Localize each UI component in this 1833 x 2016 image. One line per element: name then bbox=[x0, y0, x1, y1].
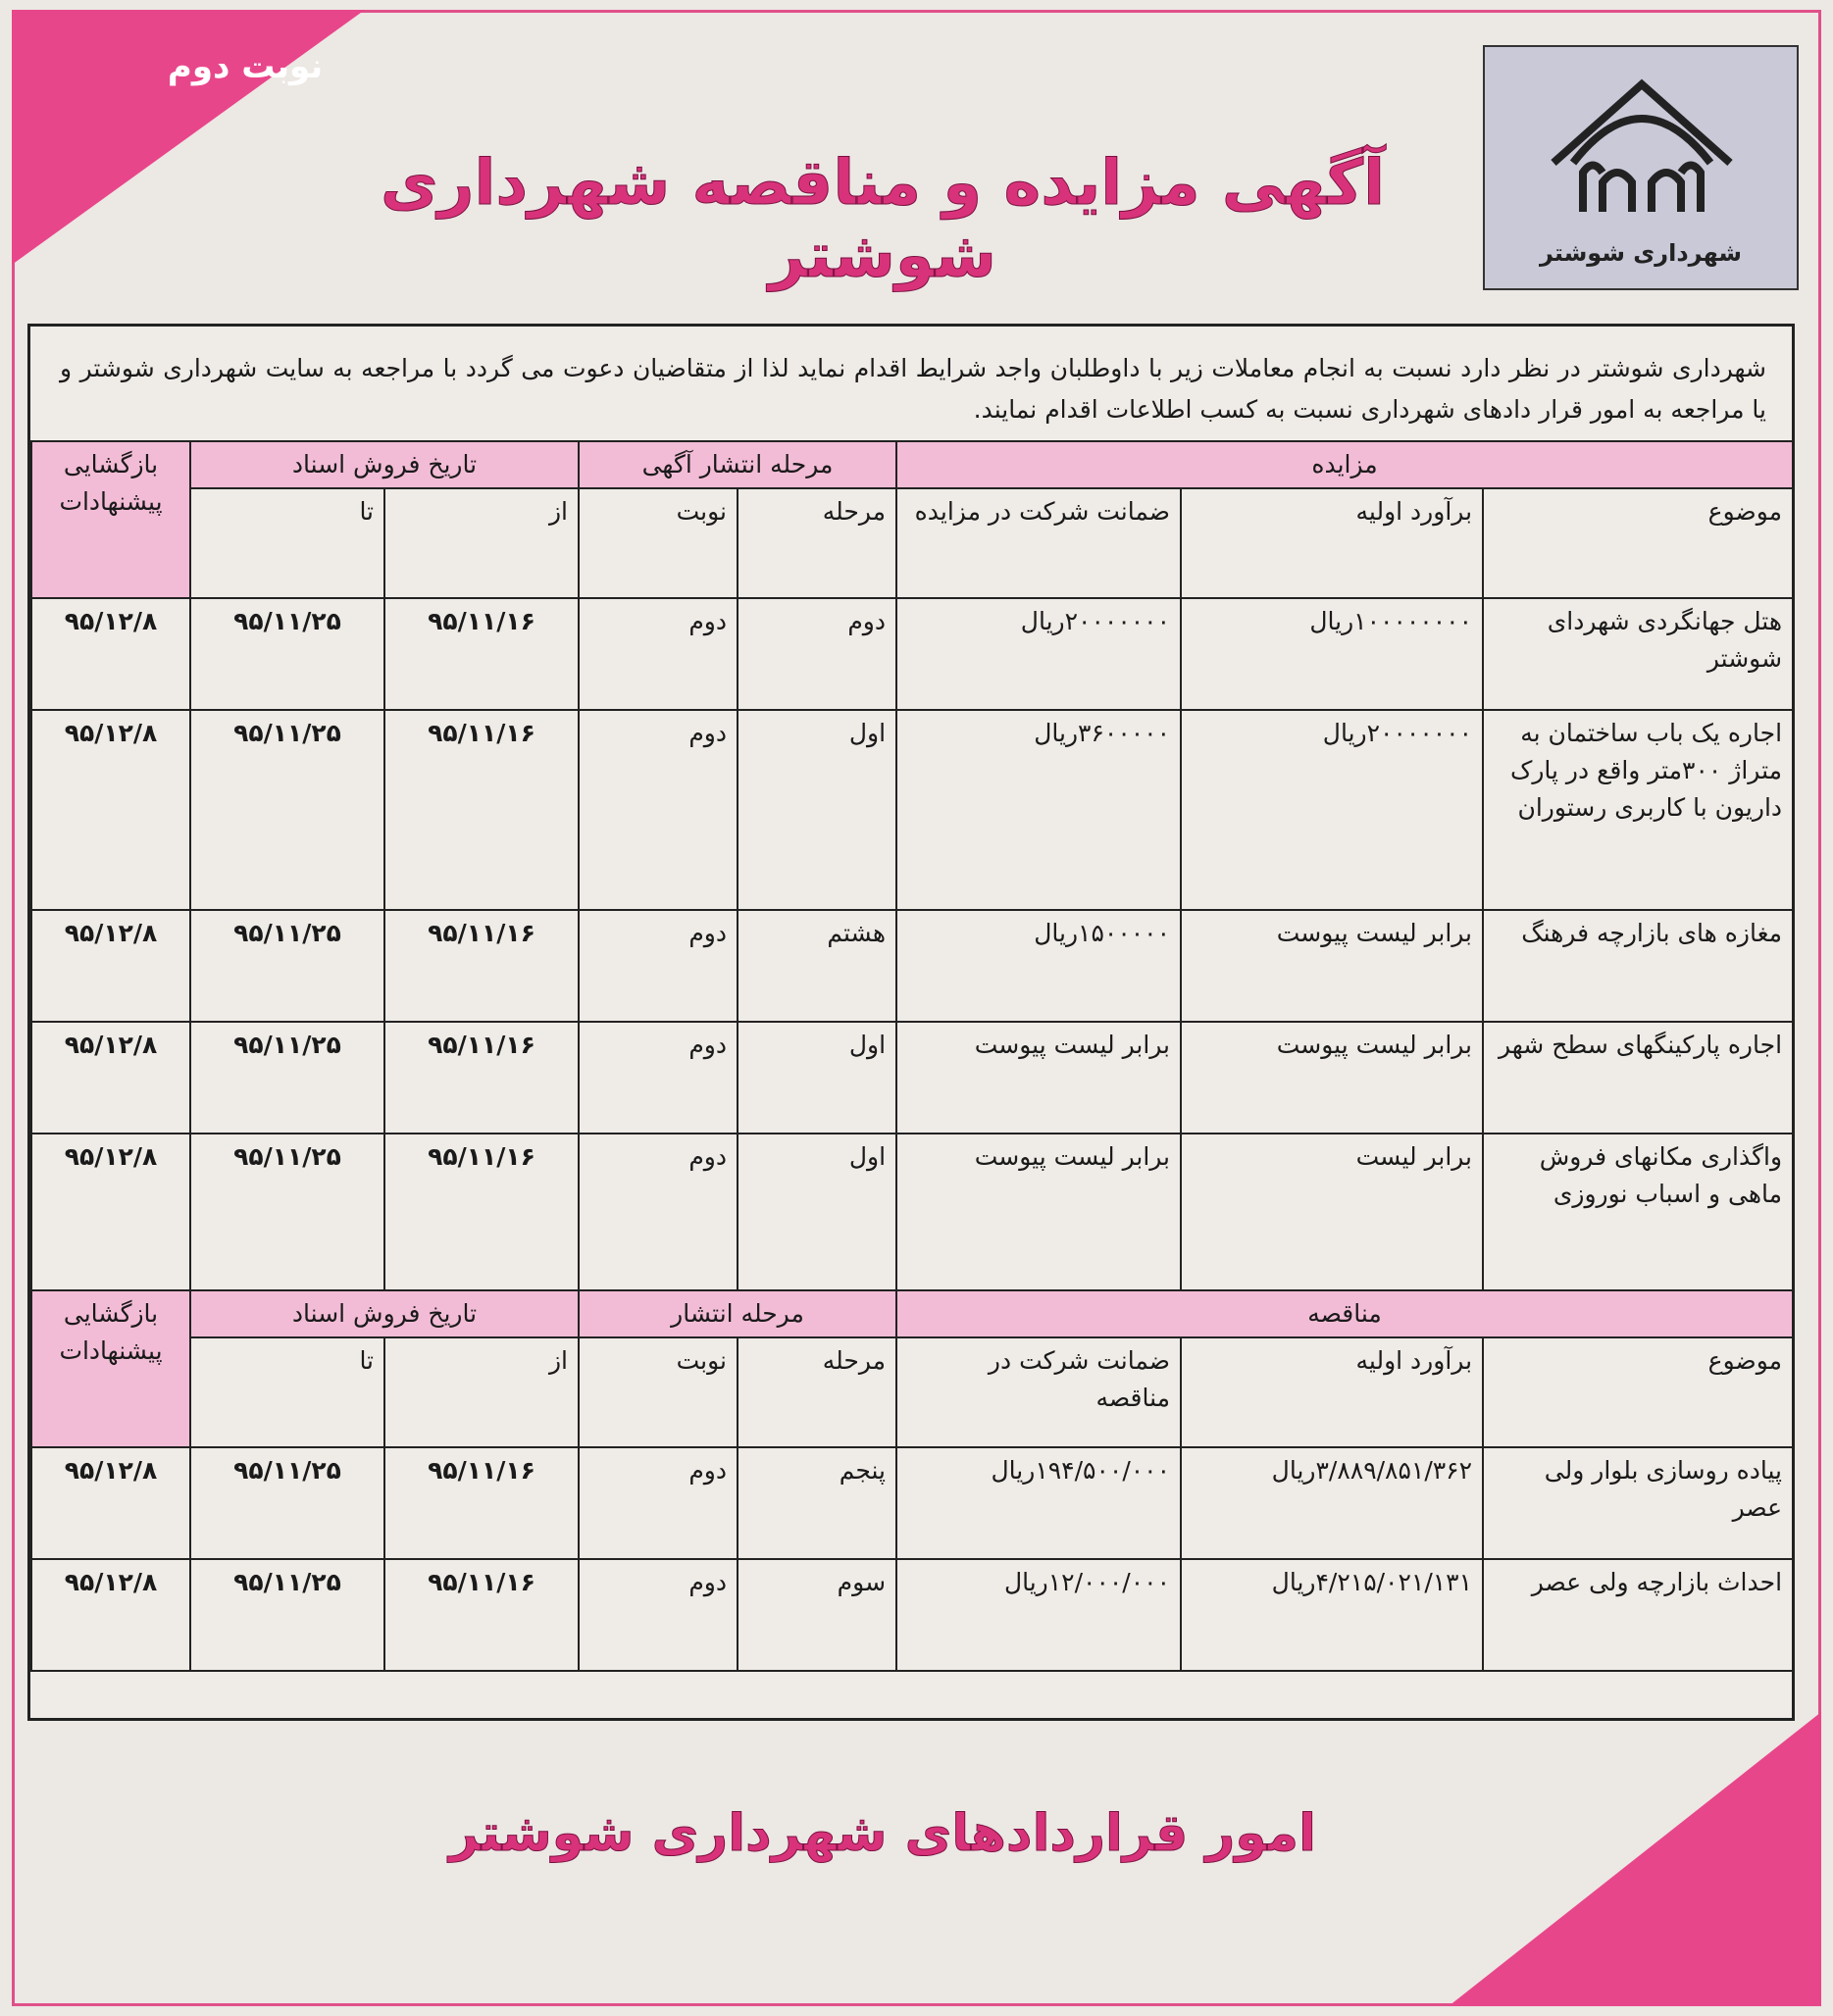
logo-text: شهرداری شوشتر bbox=[1539, 239, 1743, 267]
row-estimate: ۳/۸۸۹/۸۵۱/۳۶۲ریال bbox=[1181, 1447, 1483, 1559]
tender-sale-date-label: تاریخ فروش اسناد bbox=[190, 1290, 579, 1337]
table-row bbox=[31, 1447, 1793, 1559]
row-from: ۹۵/۱۱/۱۶ bbox=[384, 1134, 579, 1290]
row-from: ۹۵/۱۱/۱۶ bbox=[384, 1559, 579, 1671]
tender-columns-row bbox=[31, 1337, 1793, 1447]
row-estimate: ۴/۲۱۵/۰۲۱/۱۳۱ریال bbox=[1181, 1559, 1483, 1671]
auction-opening-label: بازگشایی پیشنهادات bbox=[31, 441, 190, 598]
col-subject: موضوع bbox=[1483, 488, 1793, 598]
row-turn: دوم bbox=[579, 1134, 738, 1290]
arch-logo-icon bbox=[1544, 65, 1740, 231]
row-from: ۹۵/۱۱/۱۶ bbox=[384, 710, 579, 910]
col-to: تا bbox=[190, 488, 384, 598]
tender-publication-label: مرحله انتشار bbox=[579, 1290, 896, 1337]
row-stage: دوم bbox=[738, 598, 896, 710]
row-guarantee: برابر لیست پیوست bbox=[896, 1022, 1181, 1134]
col-turn: نوبت bbox=[579, 488, 738, 598]
row-stage: اول bbox=[738, 1134, 896, 1290]
row-opening: ۹۵/۱۲/۸ bbox=[31, 1022, 190, 1134]
table-row bbox=[31, 710, 1793, 910]
row-stage: هشتم bbox=[738, 910, 896, 1022]
row-guarantee: ۱۹۴/۵۰۰/۰۰۰ریال bbox=[896, 1447, 1181, 1559]
row-turn: دوم bbox=[579, 1559, 738, 1671]
col-estimate: برآورد اولیه bbox=[1181, 488, 1483, 598]
row-guarantee: ۱۲/۰۰۰/۰۰۰ریال bbox=[896, 1559, 1181, 1671]
row-turn: دوم bbox=[579, 1447, 738, 1559]
row-turn: دوم bbox=[579, 1022, 738, 1134]
notice-box bbox=[27, 324, 1795, 1721]
table-row bbox=[31, 910, 1793, 1022]
table-row bbox=[31, 1022, 1793, 1134]
page-title: آگهی مزایده و مناقصه شهرداری شوشتر bbox=[380, 147, 1386, 292]
auction-section-label: مزایده bbox=[896, 441, 1793, 488]
row-opening: ۹۵/۱۲/۸ bbox=[31, 1134, 190, 1290]
col-turn: نوبت bbox=[579, 1337, 738, 1447]
tender-opening-label: بازگشایی پیشنهادات bbox=[31, 1290, 190, 1447]
footer-signature: امور قراردادهای شهرداری شوشتر bbox=[449, 1804, 1316, 1863]
col-estimate: برآورد اولیه bbox=[1181, 1337, 1483, 1447]
intro-paragraph: شهرداری شوشتر در نظر دارد نسبت به انجام معاملات زیر با داوطلبان واجد شرایط اقدام نماید لذا از متقاضیان دعوت می گردد با مراجعه به سایت شهرداری شوشتر و یا مراجعه به امور قرار دادهای شهرداری نسبت به کسب اطلاعات اقدام نمایند. bbox=[60, 354, 1766, 424]
round-label: نوبت دوم bbox=[167, 47, 324, 86]
auction-columns-row bbox=[31, 488, 1793, 598]
row-subject: پیاده روسازی بلوار ولی عصر bbox=[1483, 1447, 1793, 1559]
row-estimate: ۲۰۰۰۰۰۰۰ریال bbox=[1181, 710, 1483, 910]
table-row bbox=[31, 1559, 1793, 1671]
row-subject: احداث بازارچه ولی عصر bbox=[1483, 1559, 1793, 1671]
row-subject: اجاره یک باب ساختمان به متراژ ۳۰۰متر واقع در پارک داریون با کاربری رستوران bbox=[1483, 710, 1793, 910]
auction-publication-label: مرحله انتشار آگهی bbox=[579, 441, 896, 488]
row-from: ۹۵/۱۱/۱۶ bbox=[384, 1447, 579, 1559]
tender-section-label: مناقصه bbox=[896, 1290, 1793, 1337]
row-guarantee: ۳۶۰۰۰۰۰ریال bbox=[896, 710, 1181, 910]
row-stage: پنجم bbox=[738, 1447, 896, 1559]
row-opening: ۹۵/۱۲/۸ bbox=[31, 1447, 190, 1559]
col-from: از bbox=[384, 488, 579, 598]
row-estimate: برابر لیست پیوست bbox=[1181, 1022, 1483, 1134]
municipality-logo bbox=[1483, 45, 1799, 290]
row-to: ۹۵/۱۱/۲۵ bbox=[190, 910, 384, 1022]
row-to: ۹۵/۱۱/۲۵ bbox=[190, 598, 384, 710]
row-from: ۹۵/۱۱/۱۶ bbox=[384, 1022, 579, 1134]
col-stage: مرحله bbox=[738, 488, 896, 598]
auction-tender-table bbox=[30, 440, 1794, 1672]
row-to: ۹۵/۱۱/۲۵ bbox=[190, 1559, 384, 1671]
row-stage: اول bbox=[738, 1022, 896, 1134]
col-stage: مرحله bbox=[738, 1337, 896, 1447]
row-stage: اول bbox=[738, 710, 896, 910]
row-subject: واگذاری مکانهای فروش ماهی و اسباب نوروزی bbox=[1483, 1134, 1793, 1290]
row-subject: هتل جهانگردی شهردای شوشتر bbox=[1483, 598, 1793, 710]
row-guarantee: برابر لیست پیوست bbox=[896, 1134, 1181, 1290]
row-opening: ۹۵/۱۲/۸ bbox=[31, 910, 190, 1022]
tender-header-row bbox=[31, 1290, 1793, 1337]
auction-sale-date-label: تاریخ فروش اسناد bbox=[190, 441, 579, 488]
row-estimate: ۱۰۰۰۰۰۰۰۰ریال bbox=[1181, 598, 1483, 710]
row-stage: سوم bbox=[738, 1559, 896, 1671]
col-guarantee: ضمانت شرکت در مناقصه bbox=[896, 1337, 1181, 1447]
row-to: ۹۵/۱۱/۲۵ bbox=[190, 1134, 384, 1290]
row-estimate: برابر لیست پیوست bbox=[1181, 910, 1483, 1022]
row-opening: ۹۵/۱۲/۸ bbox=[31, 1559, 190, 1671]
col-subject: موضوع bbox=[1483, 1337, 1793, 1447]
row-from: ۹۵/۱۱/۱۶ bbox=[384, 910, 579, 1022]
row-turn: دوم bbox=[579, 710, 738, 910]
row-opening: ۹۵/۱۲/۸ bbox=[31, 710, 190, 910]
row-guarantee: ۲۰۰۰۰۰۰۰ریال bbox=[896, 598, 1181, 710]
row-estimate: برابر لیست bbox=[1181, 1134, 1483, 1290]
col-guarantee: ضمانت شرکت در مزایده bbox=[896, 488, 1181, 598]
row-to: ۹۵/۱۱/۲۵ bbox=[190, 710, 384, 910]
row-subject: مغازه های بازارچه فرهنگ bbox=[1483, 910, 1793, 1022]
table-row bbox=[31, 598, 1793, 710]
row-to: ۹۵/۱۱/۲۵ bbox=[190, 1447, 384, 1559]
auction-header-row bbox=[31, 441, 1793, 488]
col-to: تا bbox=[190, 1337, 384, 1447]
row-turn: دوم bbox=[579, 598, 738, 710]
row-guarantee: ۱۵۰۰۰۰۰ریال bbox=[896, 910, 1181, 1022]
table-row bbox=[31, 1134, 1793, 1290]
row-to: ۹۵/۱۱/۲۵ bbox=[190, 1022, 384, 1134]
col-from: از bbox=[384, 1337, 579, 1447]
row-opening: ۹۵/۱۲/۸ bbox=[31, 598, 190, 710]
row-from: ۹۵/۱۱/۱۶ bbox=[384, 598, 579, 710]
row-turn: دوم bbox=[579, 910, 738, 1022]
row-subject: اجاره پارکینگهای سطح شهر bbox=[1483, 1022, 1793, 1134]
